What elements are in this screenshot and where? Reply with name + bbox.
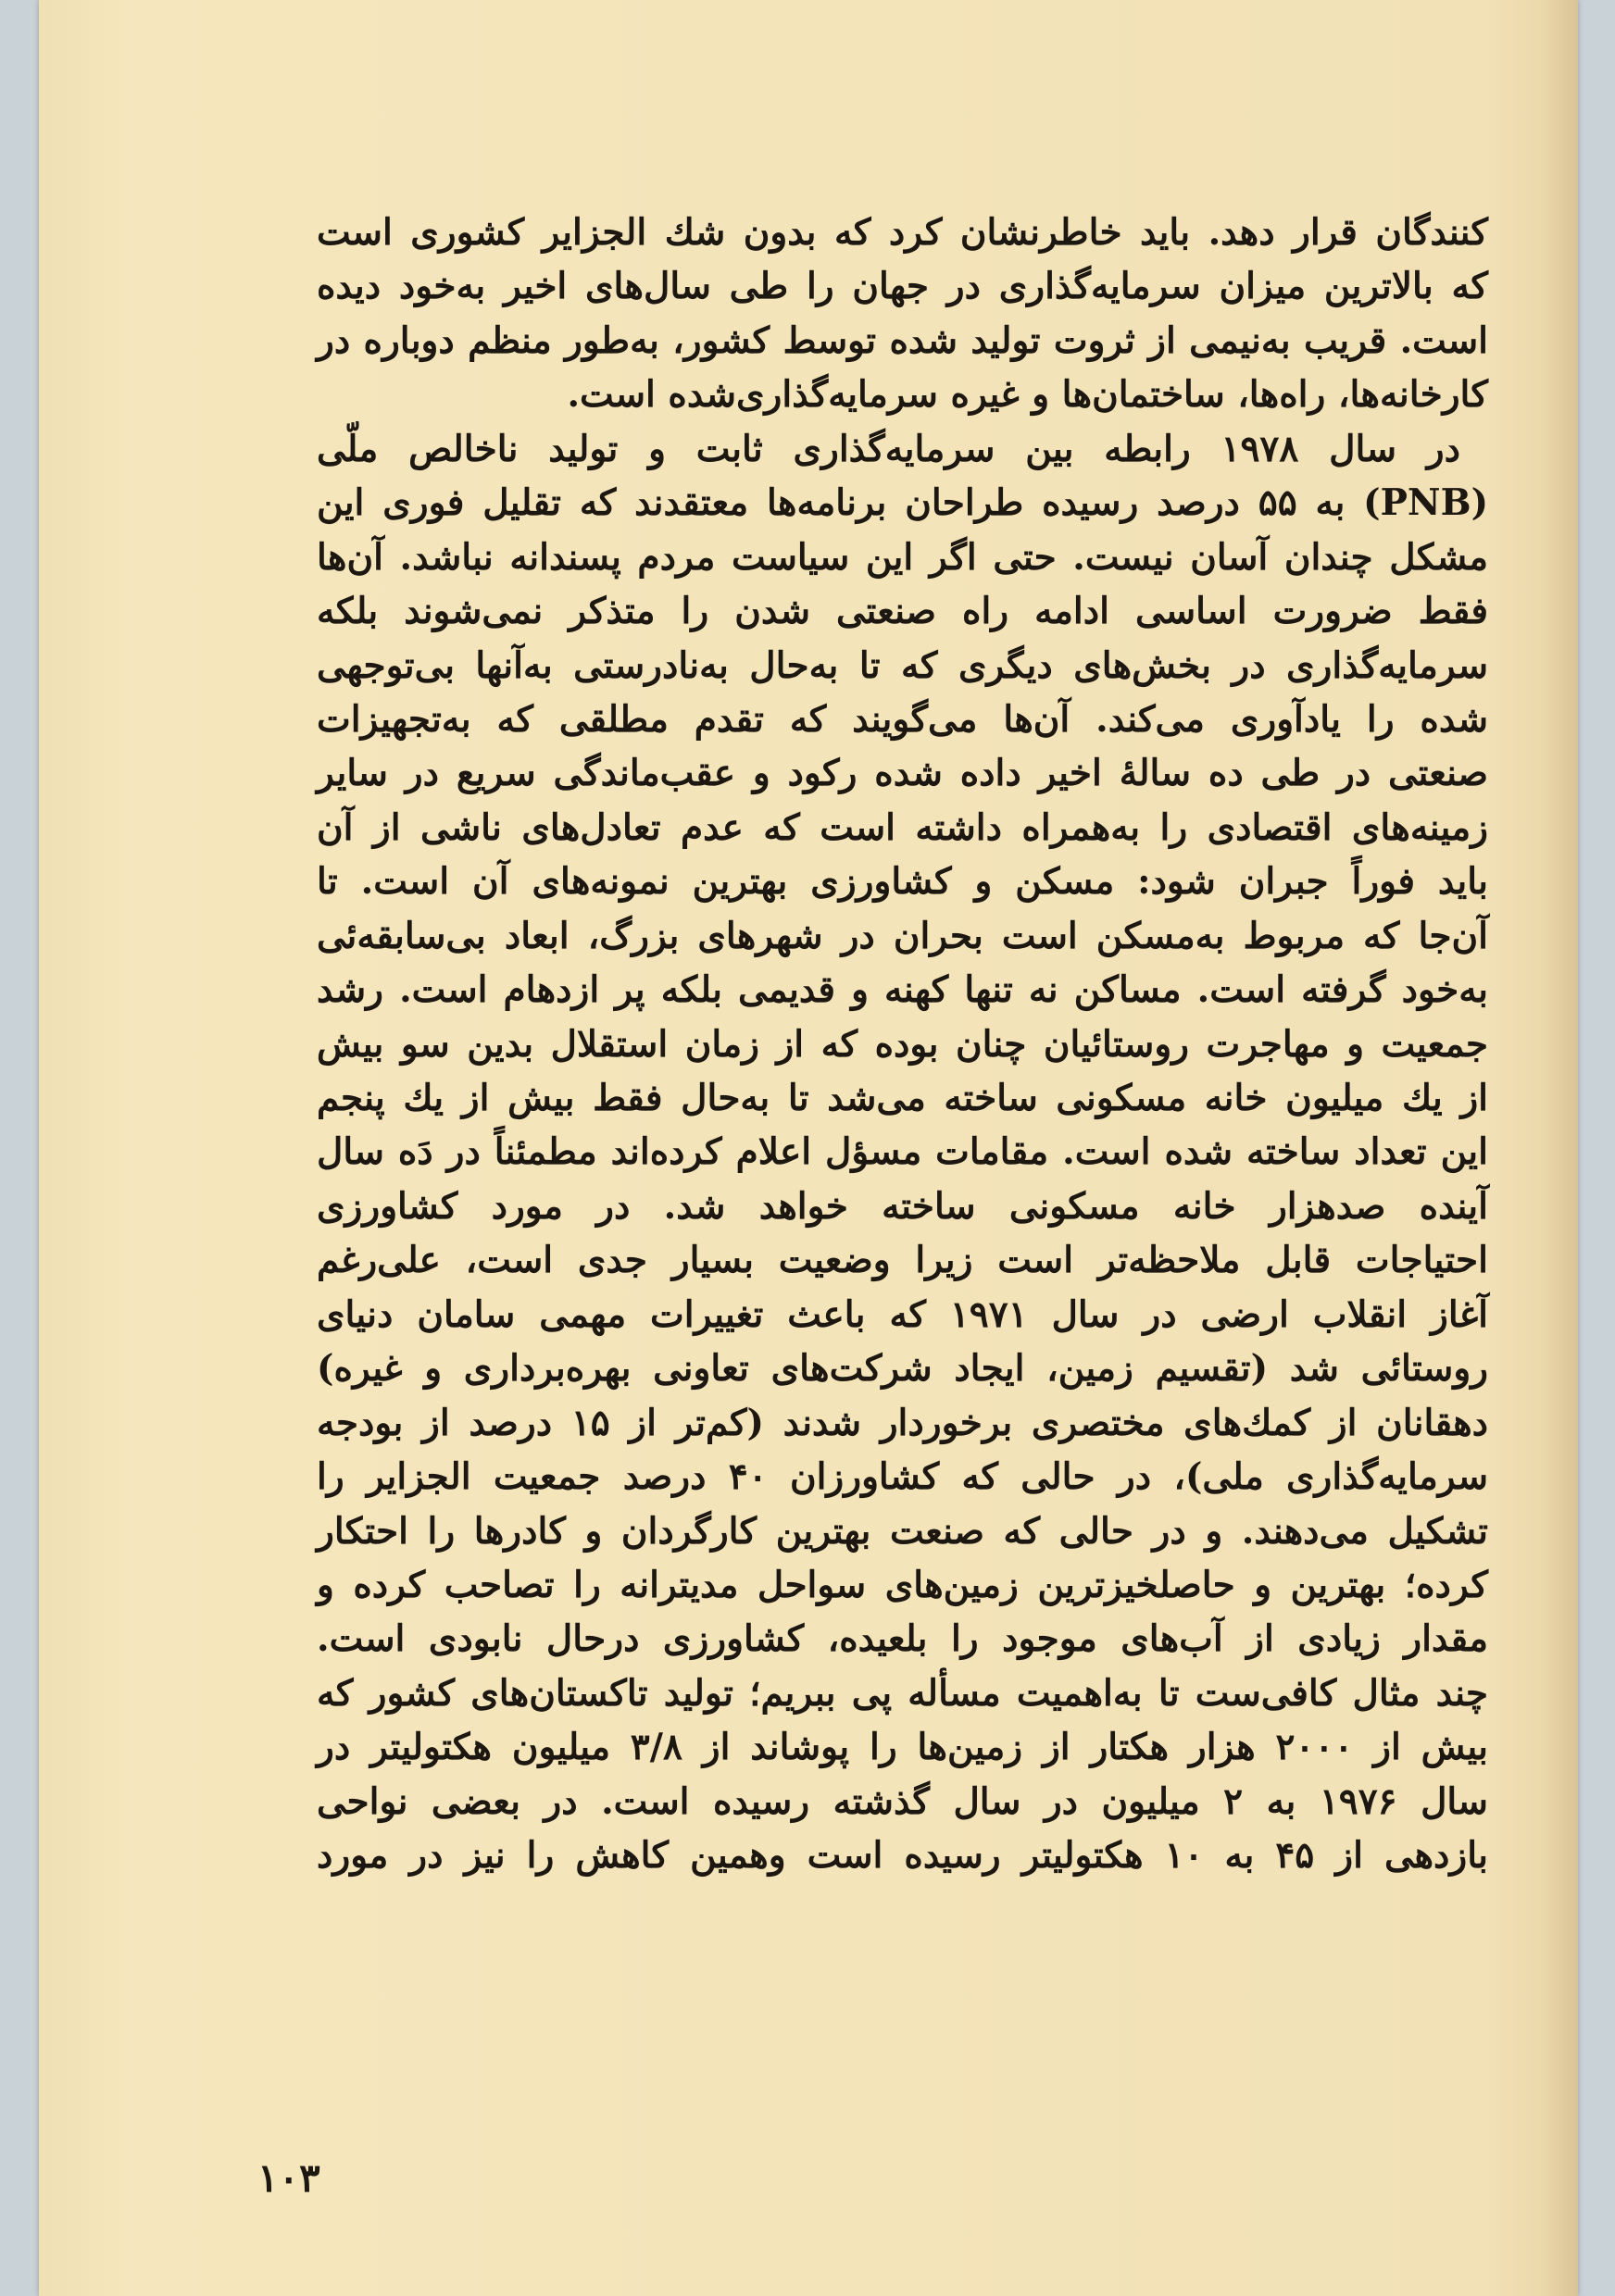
- text-line-27: مقدار زیادی از آب‌های موجود را بلعیده، کشاورزی درحال نابودی است.: [317, 1617, 1488, 1661]
- text-line-15: به‌خود گرفته است. مساکن نه تنها کهنه و قدیمی بلکه پر ازدهام است. رشد: [317, 968, 1488, 1012]
- text-line-31: بازدهی از ۴۵ به ۱۰ هکتولیتر رسیده است وهمین کاهش را نیز در مورد: [317, 1834, 1488, 1878]
- text-line-12: زمینه‌های اقتصادی را به‌همراه داشته است که عدم تعادل‌های ناشی از آن: [317, 805, 1488, 849]
- text-line-28: چند مثال کافی‌ست تا به‌اهمیت مسأله پی ببریم؛ تولید تاکستان‌های کشور که: [317, 1671, 1488, 1715]
- text-line-13: باید فوراً جبران شود: مسکن و کشاورزی بهترین نمونه‌های آن است. تا: [317, 860, 1488, 904]
- text-line-6: (PNB) به ۵۵ درصد رسیده طراحان برنامه‌ها معتقدند که تقلیل فوری این: [317, 481, 1489, 525]
- book-page: [39, 0, 1578, 2296]
- text-line-30: سال ۱۹۷۶ به ۲ میلیون در سال گذشته رسیده است. در بعضی نواحی: [317, 1779, 1488, 1823]
- text-line-14: آن‌جا که مربوط به‌مسکن است بحران در شهرهای بزرگ، ابعاد بی‌سابقه‌ئی: [317, 914, 1488, 957]
- text-line-26: کرده؛ بهترین و حاصلخیزترین زمین‌های سواحل مدیترانه را تصاحب کرده و: [317, 1563, 1488, 1606]
- text-line-11: صنعتی در طی ده سالهٔ اخیر داده شده رکود و عقب‌ماندگی سریع در سایر: [317, 752, 1488, 795]
- text-line-9: سرمایه‌گذاری در بخش‌های دیگری که تا به‌حال به‌نادرستی به‌آنها بی‌توجهی: [317, 643, 1488, 687]
- text-line-19: آینده صدهزار خانه مسکونی ساخته خواهد شد. در مورد کشاورزی: [317, 1184, 1488, 1228]
- text-line-17: از یك میلیون خانه مسکونی ساخته می‌شد تا به‌حال فقط بیش از یك پنجم: [317, 1077, 1488, 1119]
- body-text: [317, 206, 1488, 1883]
- text-line-2: که بالاترین میزان سرمایه‌گذاری در جهان را طی سال‌های اخیر به‌خود دیده: [317, 265, 1488, 308]
- text-line-25: تشکیل می‌دهند. و در حالی که صنعت بهترین کارگردان و کادرها را احتکار: [317, 1509, 1488, 1553]
- text-line-7: مشکل چندان آسان نیست. حتی اگر این سیاست مردم پسندانه نباشد. آن‌ها: [317, 535, 1488, 579]
- text-line-3: است. قریب به‌نیمی از ثروت تولید شده توسط کشور، به‌طور منظم دوباره در: [317, 318, 1488, 362]
- paragraph-start-line: در سال ۱۹۷۸ رابطه بین سرمایه‌گذاری ثابت و تولید ناخالص ملّی: [317, 427, 1460, 470]
- text-line-18: این تعداد ساخته شده است. مقامات مسؤل اعلام کرده‌اند مطمئناً در دَه سال: [317, 1130, 1488, 1174]
- text-line-1: کنندگان قرار دهد. باید خاطرنشان کرد که بدون شك الجزایر کشوری است: [317, 211, 1488, 254]
- text-line-29: بیش از ۲۰۰۰ هزار هکتار از زمین‌ها را پوشاند از ۳/۸ میلیون هکتولیتر در: [317, 1726, 1488, 1769]
- text-line-16: جمعیت و مهاجرت روستائیان چنان بوده که از زمان استقلال بدین سو بیش: [317, 1022, 1488, 1066]
- text-line-24: سرمایه‌گذاری ملی)، در حالی که کشاورزان ۴۰ درصد جمعیت الجزایر را: [317, 1455, 1488, 1499]
- text-line-21: آغاز انقلاب ارضی در سال ۱۹۷۱ که باعث تغییرات مهمی سامان دنیای: [317, 1292, 1488, 1336]
- text-line-22: روستائی شد (تقسیم زمین، ایجاد شرکت‌های تعاونی بهره‌برداری و غیره): [317, 1347, 1488, 1391]
- text-line-23: دهقانان از کمك‌های مختصری برخوردار شدند (کم‌تر از ۱۵ درصد از بودجه: [317, 1401, 1489, 1444]
- text-line-20: احتیاجات قابل ملاحظه‌تر است زیرا وضعیت بسیار جدی است، علی‌رغم: [317, 1239, 1488, 1282]
- page-number: ۱۰۳: [257, 2155, 320, 2201]
- text-line-8: فقط ضرورت اساسی ادامه راه صنعتی شدن را متذکر نمی‌شوند بلکه: [317, 590, 1488, 633]
- page-edge-shadow: [1541, 0, 1578, 2296]
- text-line-10: شده را یادآوری می‌کند. آن‌ها می‌گویند که تقدم مطلقی که به‌تجهیزات: [317, 697, 1489, 741]
- text-line-4: کارخانه‌ها، راه‌ها، ساختمان‌ها و غیره سرمایه‌گذاری‌شده است.: [567, 373, 1488, 417]
